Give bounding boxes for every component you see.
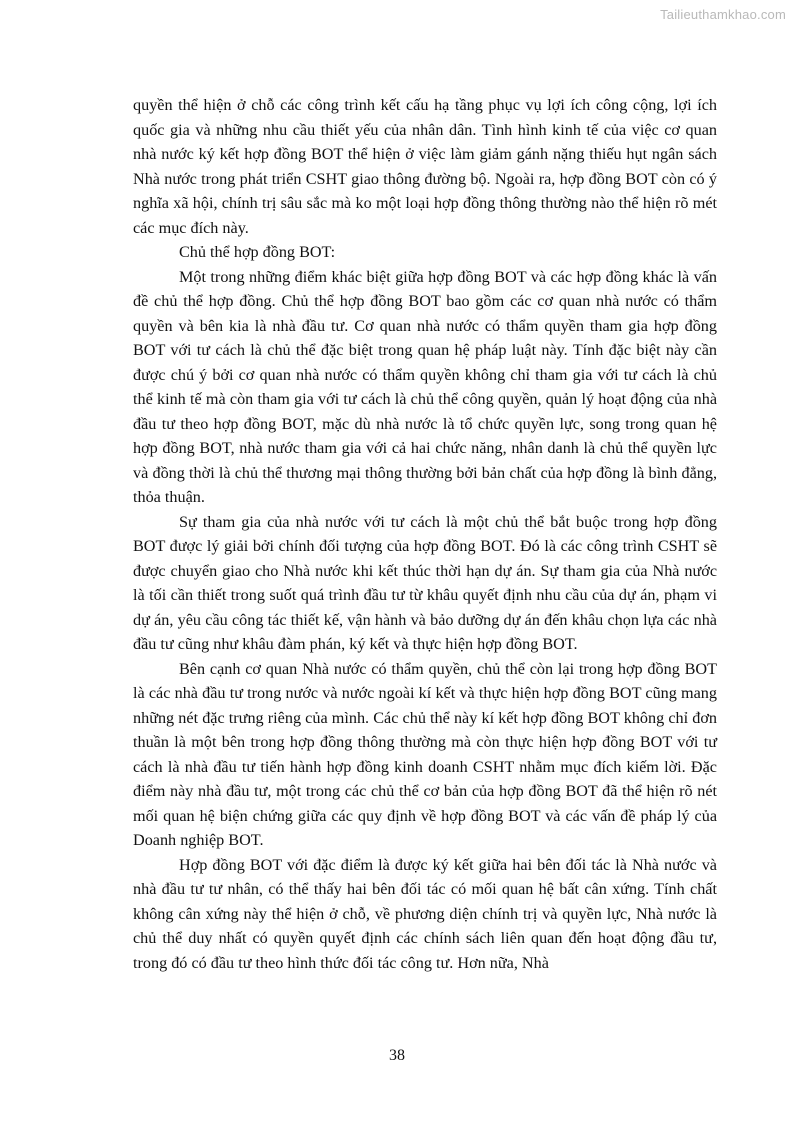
document-body <box>133 93 717 975</box>
page-number: 38 <box>389 1047 405 1064</box>
watermark-text: Tailieuthamkhao.com <box>660 7 786 22</box>
paragraph: Sự tham gia của nhà nước với tư cách là một chủ thể bắt buộc trong hợp đồng BOT được lý giải bởi chính đối tượng của hợp đồng BOT. Đó là các công trình CSHT sẽ được chuyển giao cho Nhà nước khi kết thúc thời hạn dự án. Sự tham gia của Nhà nước là tối cần thiết trong suốt quá trình đầu tư từ khâu quyết định nhu cầu của dự án, phạm vi dự án, yêu cầu công tác thiết kế, vận hành và bảo dưỡng dự án đến khâu chọn lựa các nhà đầu tư cũng như khâu đàm phán, ký kết và thực hiện hợp đồng BOT. <box>133 512 717 653</box>
paragraph: Bên cạnh cơ quan Nhà nước có thẩm quyền, chủ thể còn lại trong hợp đồng BOT là các nhà đầu tư trong nước và nước ngoài kí kết và thực hiện hợp đồng BOT cũng mang những nét đặc trưng riêng của mình. Các chủ thể này kí kết hợp đồng BOT không chỉ đơn thuần là một bên trong hợp đồng thông thường mà còn thực hiện hợp đồng BOT với tư cách là nhà đầu tư tiến hành hợp đồng kinh doanh CSHT nhằm mục đích kiếm lời. Đặc điểm này nhà đầu tư, một trong các chủ thể cơ bản của hợp đồng BOT đã thể hiện rõ nét mối quan hệ biện chứng giữa các quy định về hợp đồng BOT và các vấn đề pháp lý của Doanh nghiệp BOT. <box>133 659 717 849</box>
paragraph: Một trong những điểm khác biệt giữa hợp đồng BOT và các hợp đồng khác là vấn đề chủ thể hợp đồng. Chủ thể hợp đồng BOT bao gồm các cơ quan nhà nước có thẩm quyền và bên kia là nhà đầu tư. Cơ quan nhà nước có thẩm quyền tham gia hợp đồng BOT với tư cách là chủ thể đặc biệt trong quan hệ pháp luật này. Tính đặc biệt này cần được chú ý bởi cơ quan nhà nước có thẩm quyền không chỉ tham gia với tư cách là chủ thể kinh tế mà còn tham gia với tư cách là chủ thể công quyền, quản lý hoạt động của nhà đầu tư theo hợp đồng BOT, mặc dù nhà nước là tổ chức quyền lực, song trong quan hệ hợp đồng BOT, nhà nước tham gia với cả hai chức năng, nhân danh là chủ thể quyền lực và đồng thời là chủ thể thương mại thông thường bởi bản chất của hợp đồng là bình đẳng, thỏa thuận. <box>133 267 717 506</box>
paragraph: Hợp đồng BOT với đặc điểm là được ký kết giữa hai bên đối tác là Nhà nước và nhà đầu tư tư nhân, có thể thấy hai bên đối tác có mối quan hệ bất cân xứng. Tính chất không cân xứng này thể hiện ở chỗ, về phương diện chính trị và quyền lực, Nhà nước là chủ thể duy nhất có quyền quyết định các chính sách liên quan đến hoạt động đầu tư, trong đó có đầu tư theo hình thức đối tác công tư. Hơn nữa, Nhà <box>133 855 717 972</box>
section-heading: Chủ thể hợp đồng BOT: <box>179 243 336 261</box>
paragraph-continuation: quyền thể hiện ở chỗ các công trình kết cấu hạ tầng phục vụ lợi ích công cộng, lợi ích quốc gia và những nhu cầu thiết yếu của nhân dân. Tình hình kinh tế của việc cơ quan nhà nước ký kết hợp đồng BOT thể hiện ở việc làm giảm gánh nặng thiếu hụt ngân sách Nhà nước trong phát triển CSHT giao thông đường bộ. Ngoài ra, hợp đồng BOT còn có ý nghĩa xã hội, chính trị sâu sắc mà ko một loại hợp đồng thông thường nào thể hiện rõ mét các mục đích này. <box>133 96 717 237</box>
